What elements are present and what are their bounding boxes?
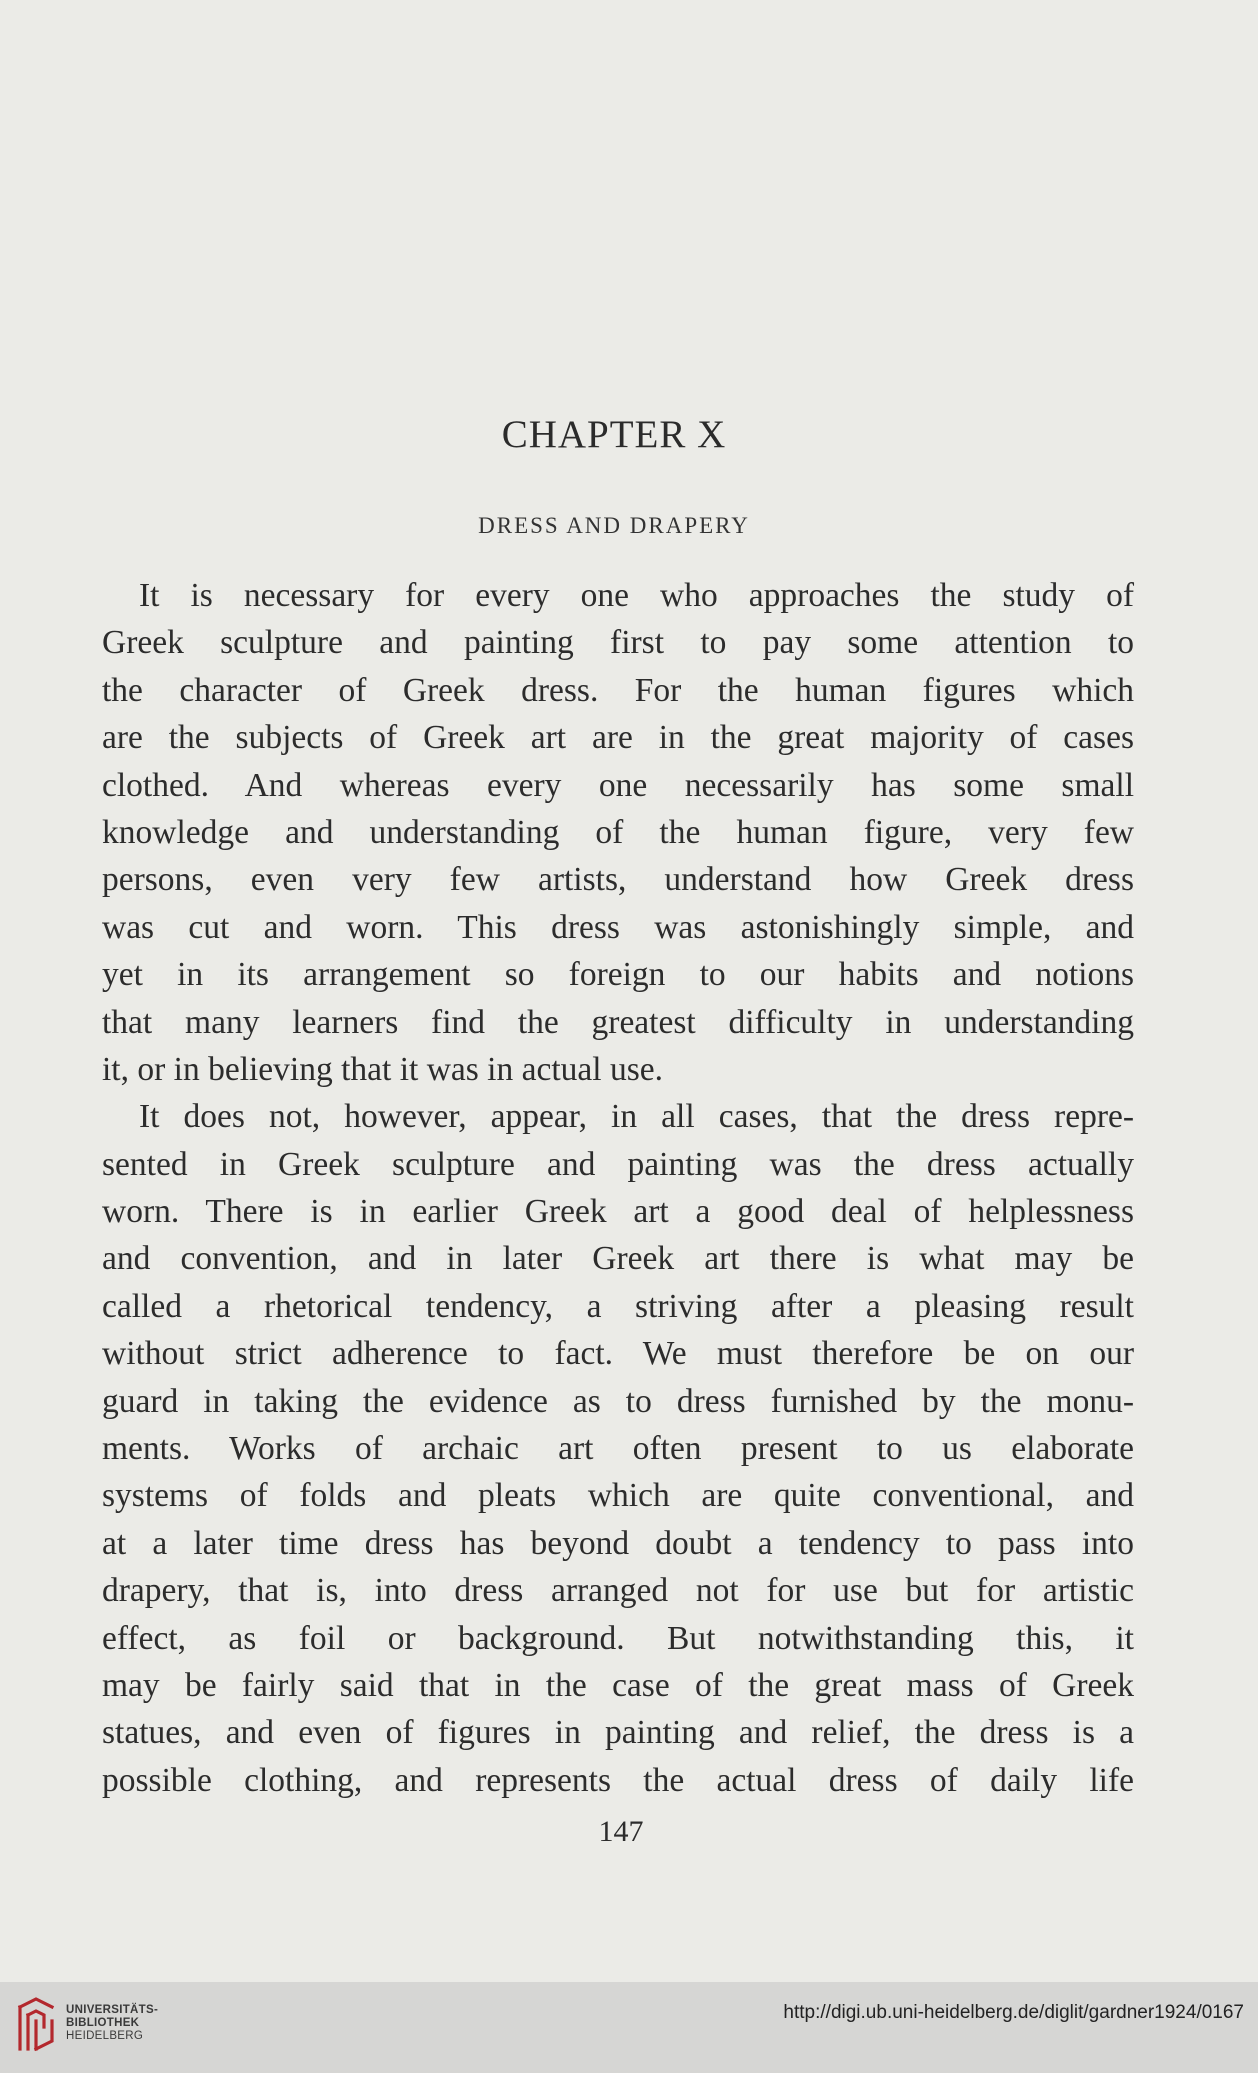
text-line: may be fairly said that in the case of the great mass of Greek [102, 1666, 1134, 1704]
page-number: 147 [598, 1815, 644, 1848]
text-line: sented in Greek sculpture and painting was the dress actually [102, 1145, 1134, 1183]
text-line: are the subjects of Greek art are in the great majority of cases [102, 719, 1134, 757]
library-logo-icon [16, 1997, 56, 2055]
text-line: persons, even very few artists, understand how Greek dress [102, 861, 1134, 899]
source-url[interactable]: http://digi.ub.uni-heidelberg.de/diglit/gardner1924/0167 [783, 2002, 1244, 2023]
text-line: at a later time dress has beyond doubt a tendency to pass into [102, 1524, 1134, 1562]
text-line: ments. Works of archaic art often present to us elaborate [102, 1430, 1134, 1468]
chapter-subtitle: DRESS AND DRAPERY [478, 513, 750, 538]
text-line: It is necessary for every one who approaches the study of [139, 577, 1134, 614]
text-line: effect, as foil or background. But notwithstanding this, it [102, 1619, 1134, 1657]
text-line: yet in its arrangement so foreign to our habits and notions [102, 956, 1134, 994]
text-line: drapery, that is, into dress arranged not for use but for artistic [102, 1572, 1134, 1610]
text-line: Greek sculpture and painting first to pay some attention to [102, 624, 1134, 662]
text-line: systems of folds and pleats which are quite conventional, and [102, 1477, 1134, 1515]
text-line: the character of Greek dress. For the human figures which [102, 671, 1134, 709]
body-text [102, 572, 1134, 1804]
text-line: worn. There is in earlier Greek art a good deal of helplessness [102, 1193, 1134, 1231]
text-line: knowledge and understanding of the human figure, very few [102, 813, 1134, 851]
text-line: possible clothing, and represents the actual dress of daily life [102, 1761, 1134, 1799]
text-line: it, or in believing that it was in actual use. [102, 1050, 663, 1088]
footer-bar [0, 1982, 1258, 2073]
text-line: called a rhetorical tendency, a striving after a pleasing result [102, 1287, 1134, 1325]
text-line: It does not, however, appear, in all cases, that the dress repre- [139, 1098, 1134, 1136]
text-line: guard in taking the evidence as to dress furnished by the monu- [102, 1382, 1134, 1420]
library-name: UNIVERSITÄTS- BIBLIOTHEK HEIDELBERG [66, 2004, 159, 2042]
chapter-title: CHAPTER X [501, 413, 727, 456]
text-line: was cut and worn. This dress was astonishingly simple, and [102, 908, 1134, 946]
text-line: clothed. And whereas every one necessarily has some small [102, 766, 1134, 804]
text-line: and convention, and in later Greek art there is what may be [102, 1240, 1134, 1278]
text-line: without strict adherence to fact. We must therefore be on our [102, 1335, 1134, 1373]
text-line: that many learners find the greatest difficulty in understanding [102, 1003, 1134, 1041]
text-line: statues, and even of figures in painting and relief, the dress is a [102, 1714, 1134, 1752]
